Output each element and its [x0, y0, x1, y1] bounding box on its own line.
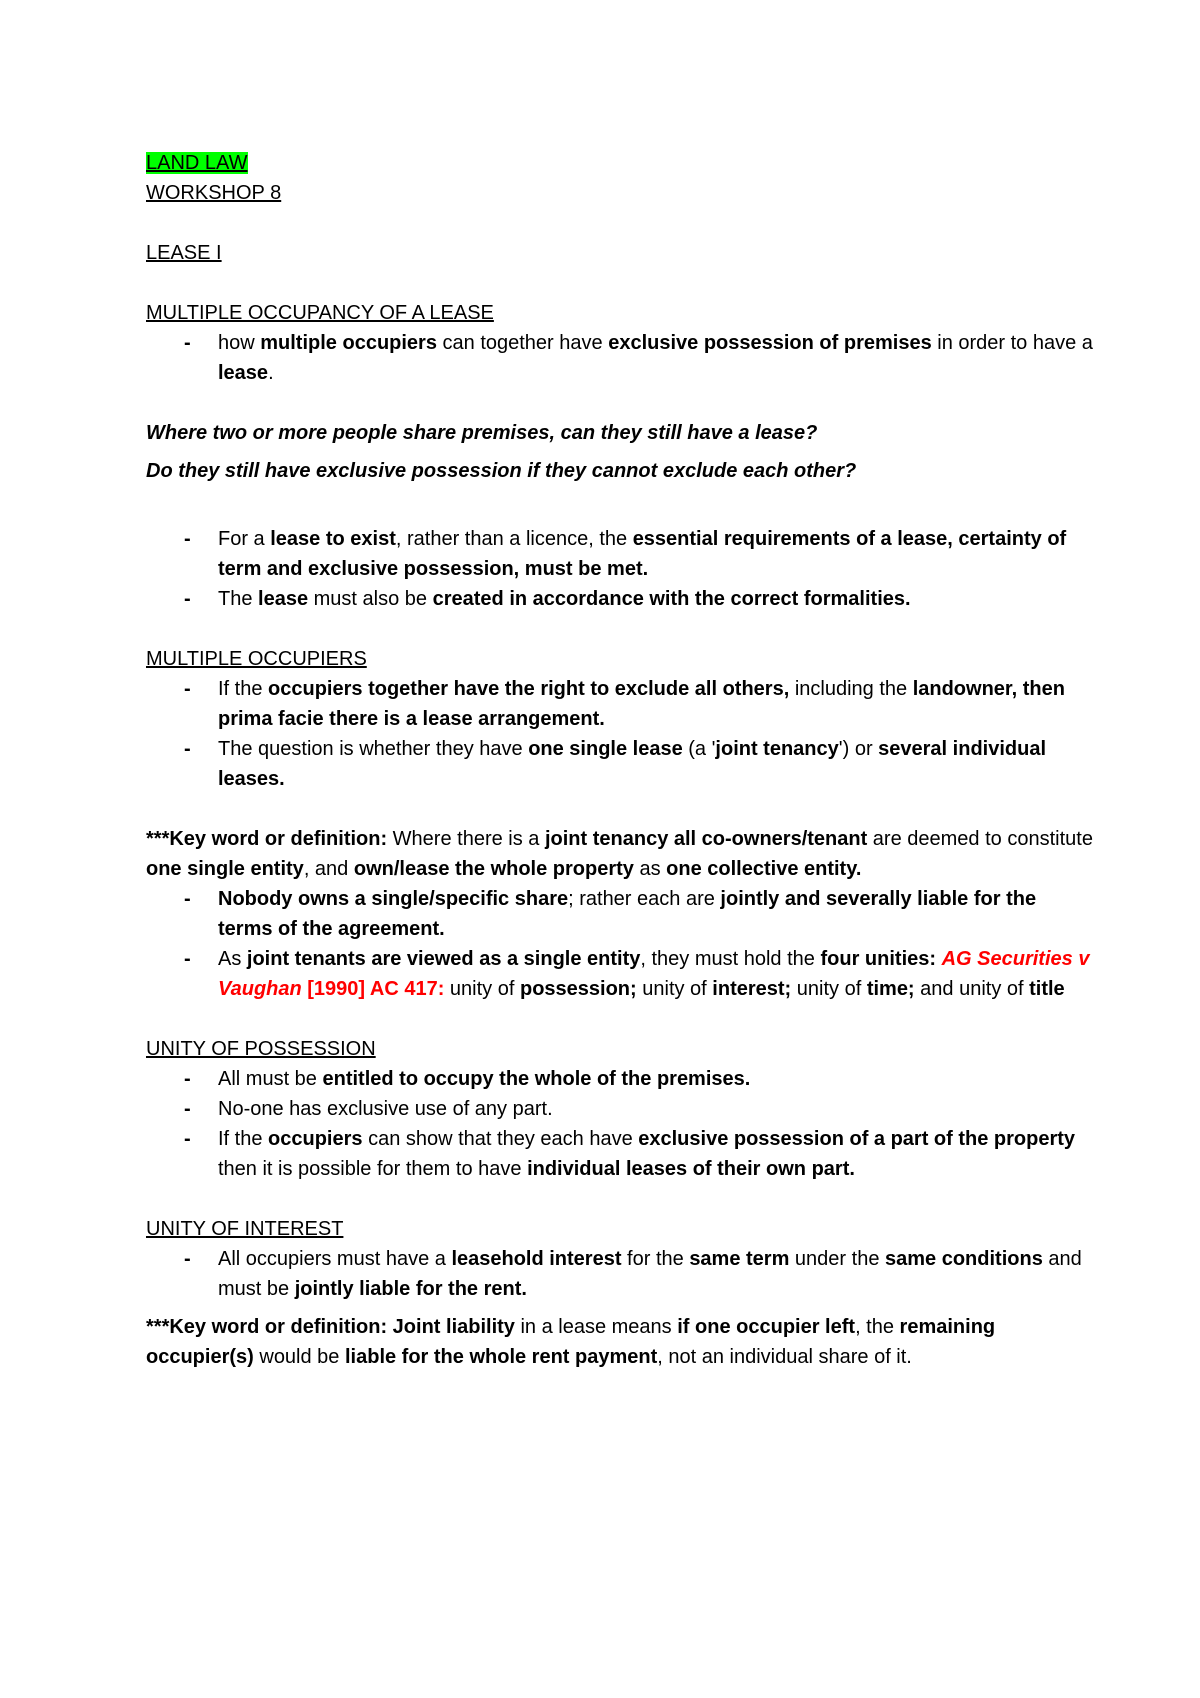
- bullet-item: - All occupiers must have a leasehold interest for the same term under the same conditions and must be jointly liable for the rent.: [146, 1244, 1096, 1304]
- bullet-item: - how multiple occupiers can together have exclusive possession of premises in order to have a lease.: [146, 328, 1096, 388]
- section-heading-unity-of-interest: UNITY OF INTEREST: [146, 1218, 344, 1240]
- doc-topic: LEASE I: [146, 242, 222, 264]
- document-body: [146, 148, 1096, 1372]
- bullet-list: [146, 674, 1096, 794]
- bullet-item: - The lease must also be created in accordance with the correct formalities.: [146, 584, 1096, 614]
- bullet-item: - No-one has exclusive use of any part.: [146, 1094, 1096, 1124]
- question-text: Do they still have exclusive possession if they cannot exclude each other?: [146, 460, 857, 482]
- bullet-item: - For a lease to exist, rather than a licence, the essential requirements of a lease, certainty of term and exclusive possession, must be met.: [146, 524, 1096, 584]
- bullet-list: [146, 1244, 1096, 1304]
- bullet-item: - All must be entitled to occupy the whole of the premises.: [146, 1064, 1096, 1094]
- bullet-item: - If the occupiers can show that they each have exclusive possession of a part of the property then it is possible for them to have individual leases of their own part.: [146, 1124, 1096, 1184]
- bullet-list: [146, 1064, 1096, 1184]
- key-definition: ***Key word or definition: Where there is a joint tenancy all co-owners/tenant are deemed to constitute one single entity, and own/lease the whole property as one collective entity.: [146, 828, 1093, 880]
- section-heading-multiple-occupiers: MULTIPLE OCCUPIERS: [146, 648, 367, 670]
- case-citation: AG Securities v Vaughan: [218, 948, 1090, 1000]
- doc-title: LAND LAW: [146, 152, 248, 174]
- bullet-list: [146, 524, 1096, 614]
- bullet-item: - The question is whether they have one single lease (a 'joint tenancy') or several individual leases.: [146, 734, 1096, 794]
- section-heading-multiple-occupancy: MULTIPLE OCCUPANCY OF A LEASE: [146, 302, 494, 324]
- doc-subtitle: WORKSHOP 8: [146, 182, 282, 204]
- bullet-item: - Nobody owns a single/specific share; rather each are jointly and severally liable for the terms of the agreement.: [146, 884, 1096, 944]
- question-text: Where two or more people share premises, can they still have a lease?: [146, 422, 818, 444]
- bullet-list: [146, 884, 1096, 1004]
- bullet-item: - If the occupiers together have the right to exclude all others, including the landowner, then prima facie there is a lease arrangement.: [146, 674, 1096, 734]
- bullet-item: - As joint tenants are viewed as a single entity, they must hold the four unities: AG Securities v Vaughan [1990] AC 417: unity of possession; unity of interest; unity of time; and unity of title: [146, 944, 1096, 1004]
- section-heading-unity-of-possession: UNITY OF POSSESSION: [146, 1038, 376, 1060]
- key-definition: ***Key word or definition: Joint liability in a lease means if one occupier left, the remaining occupier(s) would be liable for the whole rent payment, not an individual share of it.: [146, 1316, 996, 1368]
- bullet-list: [146, 328, 1096, 388]
